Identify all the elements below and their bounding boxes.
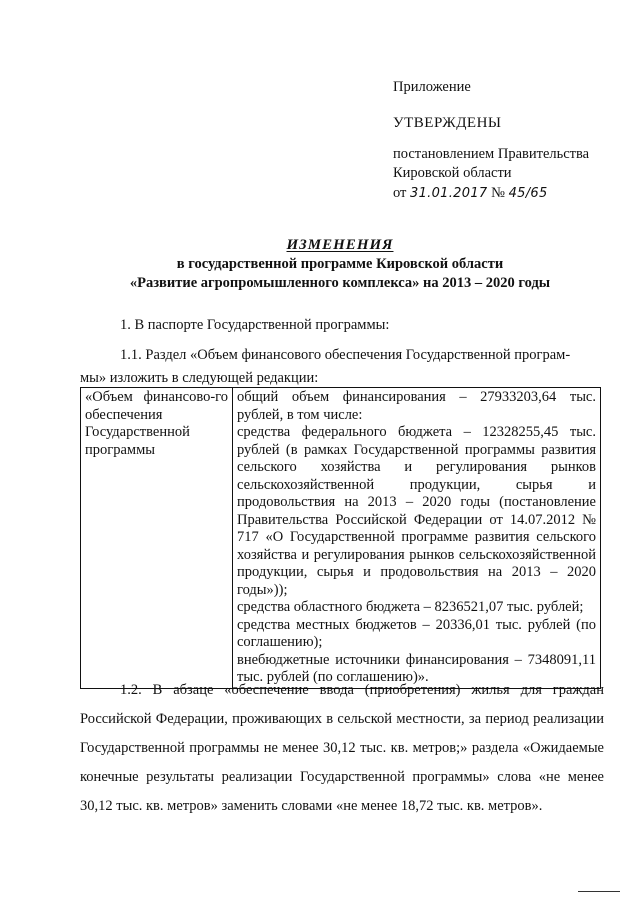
table-row <box>81 388 601 689</box>
date-line <box>393 184 548 203</box>
funding-table <box>80 387 601 689</box>
table-left-cell: «Объем финансово-го обеспечения Государственной программы <box>81 388 233 689</box>
federal-budget: средства федерального бюджета – 12328255,45 тыс. рублей (в рамках Государственной программы развития сельского хозяйства и регулирования рынков сельскохозяйственной продукции, сырья и продовольствия на 2013 – 2020 годы (постановление Правительства Российской Федерации от 14.07.2012 № 717 «О Государственной программе развития сельского хозяйства и регулирования рынков сельскохозяйственной продукции, сырья и продовольствия на 2013 – 2020 годы»)); <box>237 424 596 598</box>
number-sign: № <box>491 185 505 201</box>
date-prefix: от <box>393 185 407 201</box>
table-right-cell <box>233 388 601 689</box>
title-line-2: в государственной программе Кировской области <box>176 256 504 272</box>
total-funding: общий объем финансирования – 27933203,64 тыс. рублей, в том числе: <box>237 389 596 423</box>
extrabudgetary-sources: внебюджетные источники финансирования – 7348091,11 тыс. рублей (по соглашению)». <box>237 651 596 685</box>
region-line: Кировской области <box>393 165 512 181</box>
title-line-3: «Развитие агропромышленного комплекса» на 2013 – 2020 годы <box>129 275 551 291</box>
footer-rule <box>578 891 620 892</box>
appendix-label: Приложение <box>393 79 471 95</box>
item-1-2 <box>80 676 604 821</box>
decree-line: постановлением Правительства <box>393 146 590 162</box>
section-1-heading: 1. В паспорте Государственной программы: <box>120 317 390 333</box>
handwritten-date: 31.01.2017 <box>410 186 488 201</box>
approved-heading: УТВЕРЖДЕНЫ <box>393 115 502 131</box>
item-1-1-end: мы» изложить в следующей редакции: <box>80 370 319 386</box>
local-budgets: средства местных бюджетов – 20336,01 тыс. рублей (по соглашению); <box>237 616 596 650</box>
item-1-1-start: 1.1. Раздел «Объем финансового обеспечения Государственной програм- <box>120 347 571 363</box>
item-1-2-text: 1.2. В абзаце «обеспечение ввода (приобретения) жилья для граждан Российской Федерации, проживающих в сельской местности, за период реализации Государственной программы не менее 30,12 тыс. кв. метров;» раздела «Ожидаемые конечные результаты реализации Государственной программы» слова «не менее 30,12 тыс. кв. метров» заменить словами «не менее 18,72 тыс. кв. метров». <box>80 682 604 814</box>
regional-budget: средства областного бюджета – 8236521,07 тыс. рублей; <box>237 599 584 615</box>
document-title <box>60 236 620 293</box>
handwritten-number: 45/65 <box>508 186 548 201</box>
title-main: ИЗМЕНЕНИЯ <box>286 237 394 253</box>
